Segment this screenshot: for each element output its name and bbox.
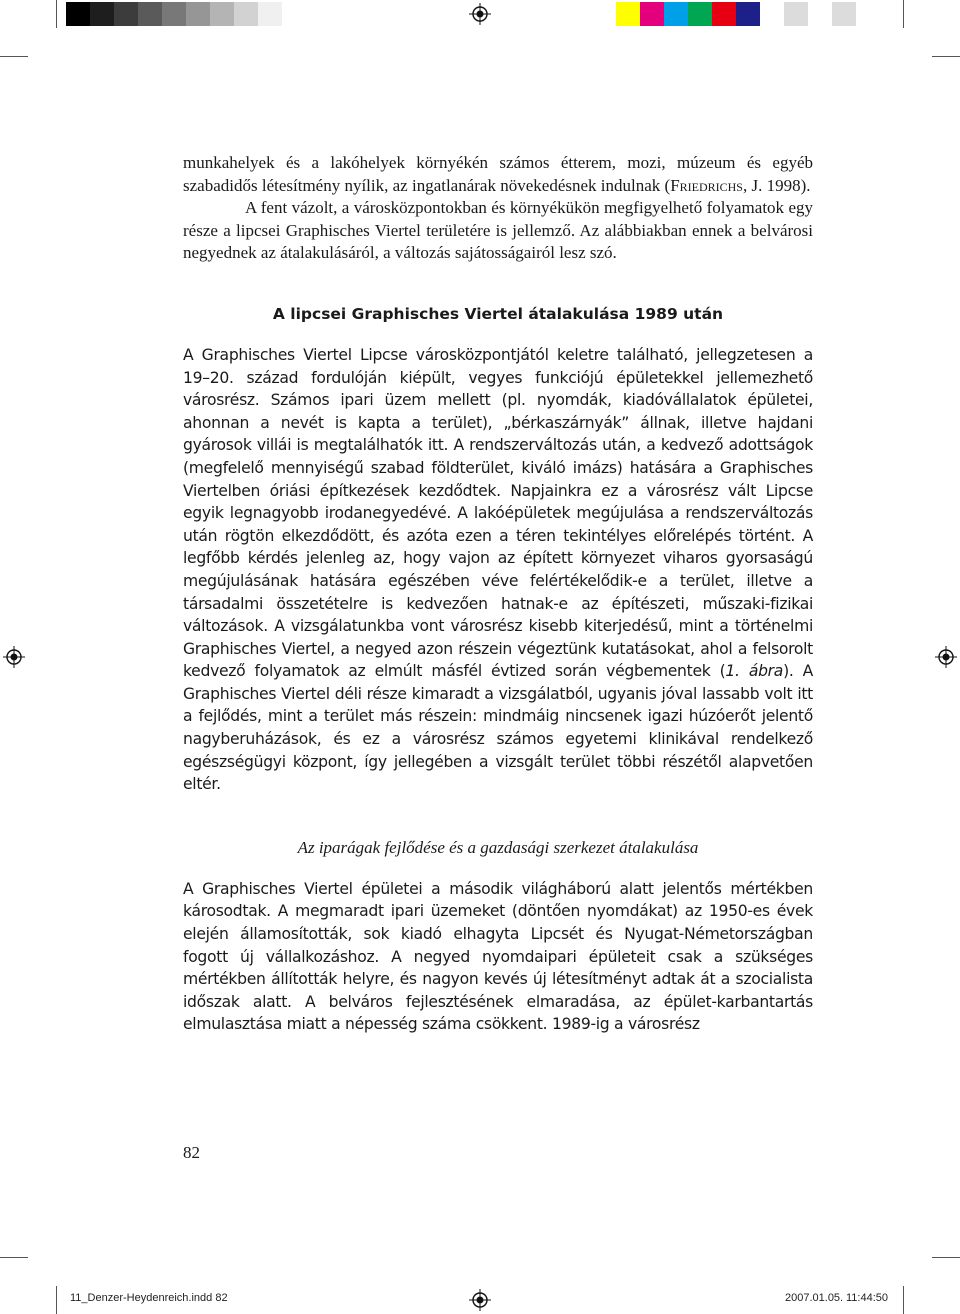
color-swatch — [306, 2, 330, 26]
crop-mark — [56, 1286, 57, 1314]
grayscale-color-bar — [66, 2, 354, 26]
color-swatch — [234, 2, 258, 26]
crop-mark — [56, 0, 57, 28]
color-swatch — [640, 2, 664, 26]
color-swatch — [66, 2, 90, 26]
color-swatch — [330, 2, 354, 26]
color-swatch — [210, 2, 234, 26]
page-body — [183, 152, 813, 1036]
paragraph: A Graphisches Viertel Lipcse városközpontjától keletre található, jellegzetesen a 19–20. század fordulóján kiépült, vegyes funkciójú épületekkel jellemezhető városrész. Számos ipari üzem mellett (pl. nyomdák, kiadóvállalatok épületei, ahonnan a nevét is kapta a terület), „bérkaszárnyák” állnak, illetve hajdani gyárosok villái is megtalálhatók itt. A rendszerváltozás után, a kedvező adottságok (megfelelő mennyiségű szabad földterület, kiváló imázs) hatására a Graphisches Viertelben óriási építkezések kezdődtek. Napjainkra ez a városrész vált Lipcse egyik legnagyobb irodanegyedévé. A lakóépületek megújulása a rendszerváltozás után rögtön elkezdődött, és azóta ezen a téren tekintélyes előrelépés történt. A legfőbb kérdés jelenleg az, hogy vajon az épített környezet viharos gyorsaságú megújulásának hatására egészében véve felértékelődik-e a terület, illetve a társadalmi összetételre is kedvezően hatnak-e az építészeti, műszaki-fizikai változások. A vizsgálatunkba vont városrész kisebb kiterjedésű, mint a történelmi Graphisches Viertel, a negyed azon részein végeztünk kutatásokat, ahol a felsorolt kedvező folyamatok az elmúlt másfél évtized során végbementek (1. ábra). A Graphisches Viertel déli része kimaradt a vizsgálatból, ugyanis jóval lassabb volt itt a fejlődés, mint a terület más részein: mindmáig nincsenek igazi húzóerőt jelentő nagyberuházások, és ez a városrész számos egyetemi klinikával rendelkező egészségügyi központ, így jellegében a vizsgált terület többi részétől alapvetően eltér. — [183, 345, 814, 794]
registration-mark-icon — [469, 1289, 491, 1311]
color-swatch — [880, 2, 904, 26]
paragraph: A Graphisches Viertel épületei a második világháború alatt jelentős mértékben károsodtak. A megmaradt ipari üzemeket (döntően nyomdákat) az 1950-es évek elején államosították, sok kiadó elhagyta Lipcsét és Nyugat-Németországban fogott új vállalkozáshoz. A negyed nyomdaipari épületeit csak a szükséges mértékben állították helyre, és nagyon kevés új létesítményt adtak át a szocialista időszak alatt. A belváros fejlesztésének elmaradása, az épület-karbantartás elmulasztása miatt a népesség száma csökkent. 1989-ig a városrész — [183, 879, 813, 1034]
registration-mark-icon — [469, 3, 491, 25]
cmyk-color-bar — [616, 2, 904, 26]
registration-mark-icon — [935, 646, 957, 668]
paragraph: A fent vázolt, a városközpontokban és környékükön megfigyelhető folyamatok egy része a lipcsei Graphisches Viertel területére is jellemző. Az alábbiakban ennek a belvárosi negyednek az átalakulásáról, a változás sajátosságairól lesz szó. — [183, 198, 813, 263]
color-swatch — [784, 2, 808, 26]
footer-time: 11:44:50 — [846, 1292, 889, 1304]
color-swatch — [760, 2, 784, 26]
paragraph: munkahelyek és a lakóhelyek környékén számos étterem, mozi, múzeum és egyéb szabadidős létesítmény nyílik, az ingatlanárak növekedésnek indulnak (Friedrichs, J. 1998). — [183, 153, 813, 195]
color-swatch — [258, 2, 282, 26]
crop-mark — [903, 1286, 904, 1314]
color-swatch — [856, 2, 880, 26]
color-swatch — [688, 2, 712, 26]
subsection-heading: Az iparágak fejlődése és a gazdasági szerkezet átalakulása — [297, 837, 699, 857]
page-number: 82 — [183, 1143, 200, 1162]
color-swatch — [282, 2, 306, 26]
crop-mark — [903, 0, 904, 28]
color-swatch — [138, 2, 162, 26]
color-swatch — [162, 2, 186, 26]
footer-date: 2007.01.05. — [785, 1292, 844, 1304]
color-swatch — [736, 2, 760, 26]
color-swatch — [90, 2, 114, 26]
crop-mark — [0, 1257, 28, 1258]
crop-mark — [0, 56, 28, 57]
section-heading: A lipcsei Graphisches Viertel átalakulása 1989 után — [272, 304, 724, 323]
author-name: Friedrichs — [670, 175, 743, 195]
color-swatch — [186, 2, 210, 26]
crop-mark — [932, 1257, 960, 1258]
footer-filename: 11_Denzer-Heydenreich.indd 82 — [70, 1292, 228, 1304]
color-swatch — [664, 2, 688, 26]
crop-mark — [932, 56, 960, 57]
figure-reference: 1. ábra — [725, 662, 784, 681]
registration-mark-icon — [3, 646, 25, 668]
color-swatch — [808, 2, 832, 26]
color-swatch — [114, 2, 138, 26]
color-swatch — [832, 2, 856, 26]
color-swatch — [616, 2, 640, 26]
color-swatch — [712, 2, 736, 26]
